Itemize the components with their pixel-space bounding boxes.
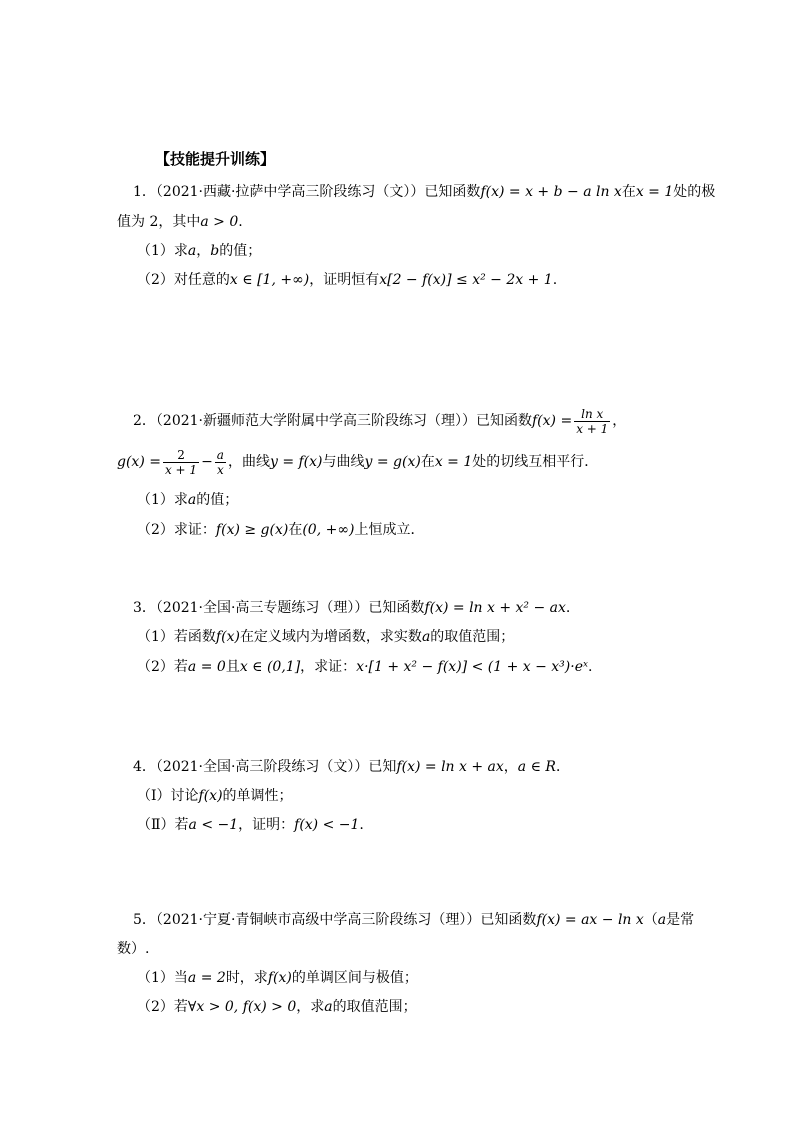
question-label: （2）若 <box>137 999 188 1015</box>
math-variable: a <box>187 243 197 259</box>
text: ，证明恒有 <box>309 272 380 288</box>
text: . <box>565 600 571 616</box>
fraction-numerator: ln x <box>574 407 610 422</box>
problem-1-source: 1．（2021·西藏·拉萨中学高三阶段练习（文））已知函数 <box>133 184 481 200</box>
problem-4-question-2 <box>137 815 364 835</box>
text: 的值； <box>196 492 239 508</box>
text: ，求证： <box>300 659 357 675</box>
question-label: （2）求证： <box>137 522 216 538</box>
inequality-expression: f(x) < −1 <box>294 817 360 833</box>
inequality-expression: x·[1 + x² − f(x)] < (1 + x − x³)·eˣ <box>356 659 588 675</box>
minus-sign: − <box>201 454 213 470</box>
text: 且 <box>225 659 240 675</box>
math-variable: a <box>324 999 333 1015</box>
fraction-numerator: 2 <box>163 448 199 463</box>
math-expression: x = 1 <box>434 454 473 470</box>
text: 的取值范围； <box>430 629 515 645</box>
problem-2-question-2 <box>137 520 424 540</box>
condition-expression: a = 2 <box>187 970 226 986</box>
condition-expression: a = 0 <box>187 659 226 675</box>
question-label: （1）若函数 <box>137 629 216 645</box>
text: 在 <box>288 522 303 538</box>
problem-3-source: 3．（2021·全国·高三专题练习（理））已知函数 <box>133 600 425 616</box>
function-expression: f(x) = x + b − a ln x <box>480 184 622 200</box>
text: 在 <box>621 184 636 200</box>
math-variable: a <box>187 492 197 508</box>
fraction-denominator: x + 1 <box>576 421 609 436</box>
text: ，证明： <box>238 817 295 833</box>
condition-expression: a < −1 <box>188 817 239 833</box>
text: ， <box>196 243 211 259</box>
text: . <box>552 272 558 288</box>
problem-5-question-2 <box>137 997 417 1017</box>
question-label: （Ⅰ）讨论 <box>137 788 199 804</box>
text: 处的极 <box>673 184 716 200</box>
problem-1-question-1 <box>137 241 261 261</box>
text: ， <box>612 413 627 429</box>
text: ． <box>555 759 570 775</box>
math-expression: x = 1 <box>635 184 674 200</box>
text: 的值； <box>219 243 262 259</box>
function-lhs: f(x) = <box>532 413 573 429</box>
fraction <box>574 407 610 436</box>
problem-1-line-1 <box>133 182 715 202</box>
inequality-expression: f(x) ≥ g(x) <box>215 522 289 538</box>
text: ，曲线 <box>227 454 270 470</box>
text: 处的切线互相平行． <box>472 454 599 470</box>
problem-5-question-1 <box>137 968 418 988</box>
fraction-denominator: x + 1 <box>164 462 198 477</box>
math-expression: f(x) <box>267 970 292 986</box>
problem-3-question-1 <box>137 627 514 647</box>
function-expression: f(x) = ln x + ax <box>396 759 504 775</box>
domain-expression: x ∈ [1, +∞) <box>229 272 310 288</box>
text: 在定义域内为增函数，求实数 <box>239 629 422 645</box>
math-expression: f(x) <box>215 629 240 645</box>
math-variable: a <box>421 629 431 645</box>
function-lhs: g(x) = <box>117 454 161 470</box>
problem-3-question-2 <box>137 657 592 677</box>
text: 是常 <box>666 912 695 928</box>
text: 的单调性； <box>222 788 293 804</box>
domain-expression: (0, +∞) <box>302 522 355 538</box>
text: 在 <box>420 454 435 470</box>
condition-expression: ∀x > 0, f(x) > 0 <box>187 999 297 1015</box>
text: 与曲线 <box>322 454 365 470</box>
text: 时，求 <box>225 970 268 986</box>
condition-expression: a ∈ R <box>517 759 556 775</box>
problem-5-line-2: 数）. <box>117 941 150 957</box>
section-title: 【技能提升训练】 <box>155 150 276 168</box>
math-variable: a <box>657 912 667 928</box>
math-expression: y = g(x) <box>364 454 421 470</box>
text: . <box>587 659 593 675</box>
math-expression: f(x) <box>198 788 223 804</box>
problem-5-source: 5．（2021·宁夏·青铜峡市高级中学高三阶段练习（理））已知函数 <box>133 912 537 928</box>
problem-4-question-1 <box>137 786 293 806</box>
problem-4-source: 4．（2021·全国·高三阶段练习（文））已知 <box>133 759 397 775</box>
fraction <box>215 448 226 477</box>
problem-3-line-1 <box>133 598 570 618</box>
text: . <box>359 817 364 833</box>
question-label: （1）当 <box>137 970 188 986</box>
question-label: （1）求 <box>137 492 188 508</box>
text: . <box>238 214 243 230</box>
domain-expression: x ∈ (0,1] <box>239 659 301 675</box>
question-label: （1）求 <box>137 243 188 259</box>
problem-1-line-2 <box>117 212 243 232</box>
inequality-expression: x[2 − f(x)] ≤ x² − 2x + 1 <box>379 272 553 288</box>
text: ，求 <box>296 999 325 1015</box>
text: 的单调区间与极值； <box>291 970 418 986</box>
text: ， <box>503 759 518 775</box>
problem-5-line-1 <box>133 910 694 930</box>
fraction-denominator: x <box>216 462 224 477</box>
question-label: （2）若 <box>137 659 188 675</box>
problem-2-question-1 <box>137 490 238 510</box>
text: 的取值范围； <box>332 999 417 1015</box>
question-label: （Ⅱ）若 <box>137 817 189 833</box>
text: 值为 2，其中 <box>117 214 201 230</box>
math-expression: y = f(x) <box>269 454 323 470</box>
function-expression: f(x) = ax − ln x <box>536 912 644 928</box>
problem-2-source: 2．（2021·新疆师范大学附属中学高三阶段练习（理））已知函数 <box>133 413 532 429</box>
math-variable: b <box>210 243 220 259</box>
condition-expression: a > 0 <box>200 214 239 230</box>
fraction-numerator: a <box>216 447 224 462</box>
problem-4-line-1 <box>133 757 570 777</box>
text: 上恒成立． <box>354 522 425 538</box>
problem-2-line-2 <box>117 444 598 480</box>
text: （ <box>643 912 658 928</box>
fraction <box>163 448 199 477</box>
question-label: （2）对任意的 <box>137 272 230 288</box>
problem-2-line-1 <box>133 403 626 439</box>
function-expression: f(x) = ln x + x² − ax <box>424 600 566 616</box>
problem-1-question-2 <box>137 270 557 290</box>
